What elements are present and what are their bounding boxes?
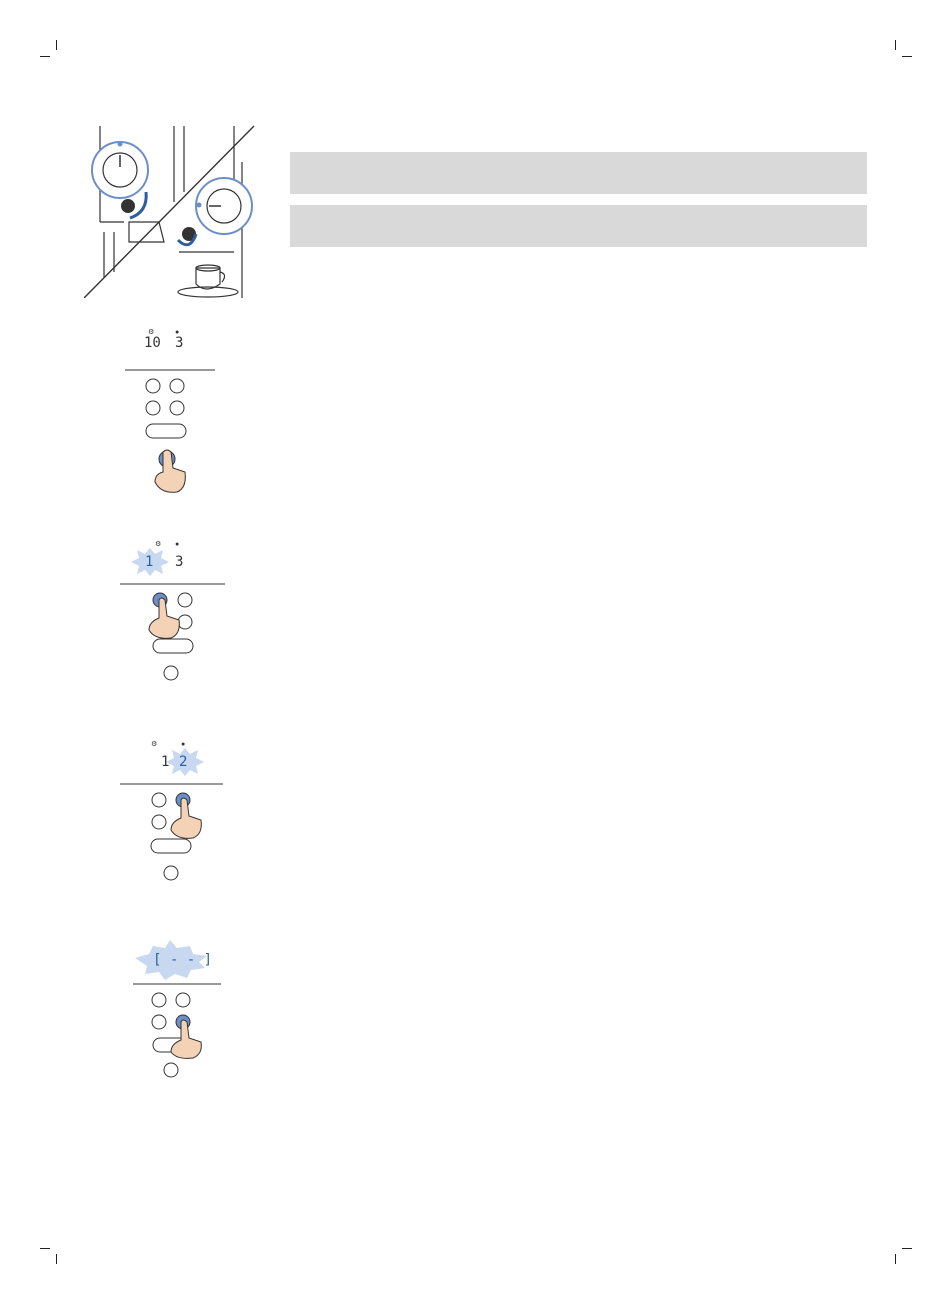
display-left: 1 bbox=[145, 554, 154, 570]
hand-press-icon bbox=[171, 798, 201, 838]
svg-text:⚙: ⚙ bbox=[155, 541, 162, 548]
hand-press-icon bbox=[149, 598, 179, 638]
header-bar-1 bbox=[290, 152, 867, 194]
power-icon bbox=[164, 1063, 178, 1077]
crop-mark bbox=[895, 1254, 896, 1264]
panel-step-1 bbox=[115, 322, 225, 497]
power-icon bbox=[164, 666, 178, 680]
panel-step-3 bbox=[115, 740, 225, 885]
display-right: 2 bbox=[179, 754, 188, 770]
display-left: 10 bbox=[144, 335, 161, 351]
crop-mark bbox=[895, 40, 896, 50]
crop-mark bbox=[56, 1254, 57, 1264]
crop-mark bbox=[902, 56, 912, 57]
svg-text:●: ● bbox=[175, 541, 180, 548]
display-right: 3 bbox=[175, 335, 184, 351]
coffee-machine-illustration bbox=[84, 122, 260, 298]
bean-icon: ⚙ bbox=[148, 329, 155, 336]
crop-mark bbox=[40, 56, 50, 57]
display-left: 1 bbox=[161, 754, 170, 770]
crop-mark bbox=[56, 40, 57, 50]
panel-step-2 bbox=[115, 540, 225, 690]
svg-text:●: ● bbox=[181, 741, 186, 748]
crop-mark bbox=[40, 1248, 50, 1249]
svg-text:⚙: ⚙ bbox=[151, 741, 158, 748]
crop-mark bbox=[902, 1248, 912, 1249]
display-right: 3 bbox=[175, 554, 184, 570]
power-icon bbox=[164, 866, 178, 880]
drop-icon: ● bbox=[175, 329, 180, 336]
display-code: [ - - ] bbox=[153, 952, 213, 968]
panel-step-4 bbox=[115, 940, 225, 1085]
header-bar-2 bbox=[290, 205, 867, 247]
